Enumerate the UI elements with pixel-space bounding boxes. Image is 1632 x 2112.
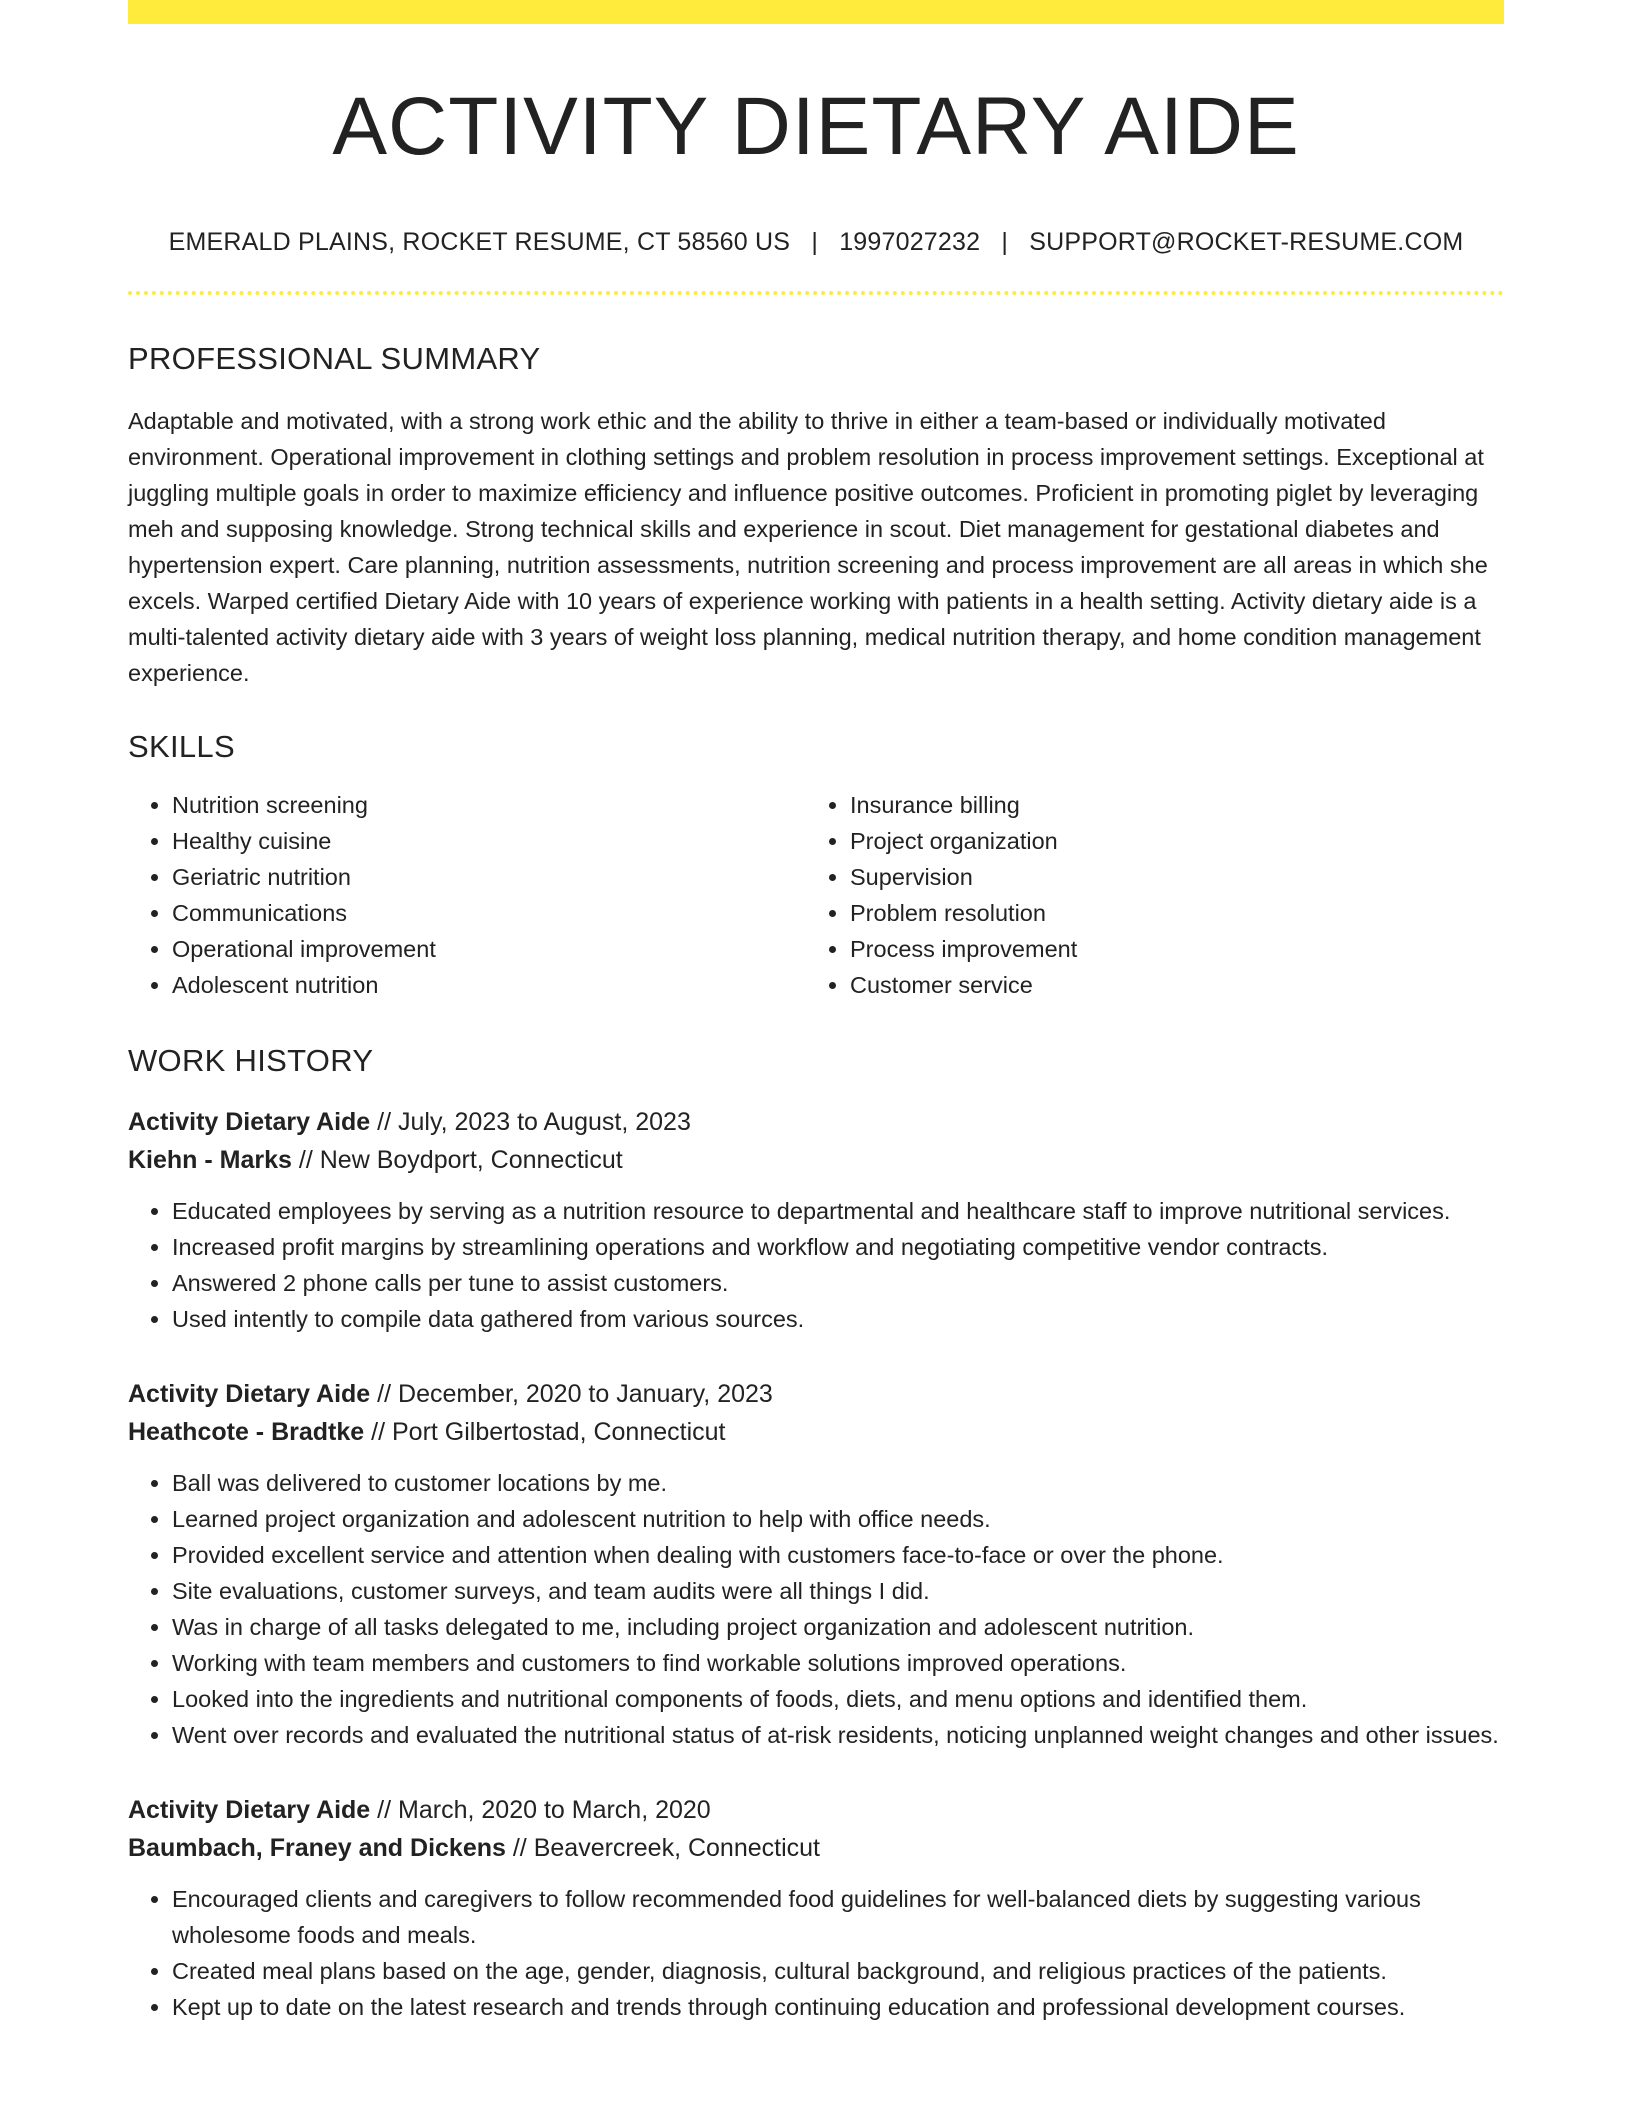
skill-item: • Problem resolution (850, 895, 1484, 931)
job-delimiter: // (377, 1380, 392, 1409)
skills-list-left (128, 787, 806, 1003)
resume-page (128, 0, 1504, 2025)
contact-separator: | (811, 228, 819, 257)
job-bullets (128, 1465, 1504, 1753)
job-bullet: • Learned project organization and adolescent nutrition to help with office needs. (172, 1501, 1504, 1537)
job-entry (128, 1791, 1504, 2025)
skills-columns (128, 787, 1504, 1003)
skill-item: • Adolescent nutrition (172, 967, 806, 1003)
job-title-line (128, 1375, 1504, 1413)
job-company: Baumbach, Franey and Dickens (128, 1834, 506, 1863)
skill-item: • Geriatric nutrition (172, 859, 806, 895)
job-bullet: • Used intently to compile data gathered from various sources. (172, 1301, 1504, 1337)
job-dates: December, 2020 to January, 2023 (398, 1380, 773, 1409)
job-role: Activity Dietary Aide (128, 1108, 371, 1137)
job-bullet: • Answered 2 phone calls per tune to assist customers. (172, 1265, 1504, 1301)
work-history-heading: WORK HISTORY (128, 1043, 374, 1079)
job-delimiter: // (298, 1146, 313, 1175)
skill-item: • Process improvement (850, 931, 1484, 967)
job-title-line (128, 1103, 1504, 1141)
job-delimiter: // (512, 1834, 527, 1863)
job-dates: July, 2023 to August, 2023 (398, 1108, 691, 1137)
skill-item: • Operational improvement (172, 931, 806, 967)
job-location: New Boydport, Connecticut (319, 1146, 623, 1175)
contact-address: EMERALD PLAINS, ROCKET RESUME, CT 58560 US (168, 228, 791, 257)
skills-heading: SKILLS (128, 729, 235, 765)
job-bullet: • Working with team members and customers to find workable solutions improved operations. (172, 1645, 1504, 1681)
contact-separator: | (1001, 228, 1009, 257)
candidate-name: ACTIVITY DIETARY AIDE (332, 81, 1300, 172)
job-role: Activity Dietary Aide (128, 1796, 371, 1825)
job-company: Kiehn - Marks (128, 1146, 292, 1175)
job-delimiter: // (377, 1108, 392, 1137)
job-entry (128, 1103, 1504, 1337)
job-bullet: • Ball was delivered to customer locations by me. (172, 1465, 1504, 1501)
summary-heading: PROFESSIONAL SUMMARY (128, 341, 541, 377)
job-company-line (128, 1413, 1504, 1451)
skills-list-right (806, 787, 1484, 1003)
job-location: Beavercreek, Connecticut (533, 1834, 820, 1863)
job-bullet: • Provided excellent service and attention when dealing with customers face-to-face or over the phone. (172, 1537, 1504, 1573)
job-bullet: • Created meal plans based on the age, gender, diagnosis, cultural background, and religious practices of the patients. (172, 1953, 1504, 1989)
job-bullet: • Was in charge of all tasks delegated to me, including project organization and adolescent nutrition. (172, 1609, 1504, 1645)
job-bullet: • Encouraged clients and caregivers to follow recommended food guidelines for well-balanced diets by suggesting various wholesome foods and meals. (172, 1881, 1504, 1953)
job-company-line (128, 1141, 1504, 1179)
header-divider (128, 291, 1504, 295)
job-location: Port Gilbertostad, Connecticut (391, 1418, 726, 1447)
job-delimiter: // (371, 1418, 386, 1447)
skill-item: • Project organization (850, 823, 1484, 859)
job-role: Activity Dietary Aide (128, 1380, 371, 1409)
job-bullet: • Increased profit margins by streamlining operations and workflow and negotiating competitive vendor contracts. (172, 1229, 1504, 1265)
job-title-line (128, 1791, 1504, 1829)
skill-item: • Nutrition screening (172, 787, 806, 823)
skill-item: • Healthy cuisine (172, 823, 806, 859)
job-bullet: • Went over records and evaluated the nutritional status of at-risk residents, noticing unplanned weight changes and other issues. (172, 1717, 1504, 1753)
job-bullet: • Kept up to date on the latest research and trends through continuing education and professional development courses. (172, 1989, 1504, 2025)
job-dates: March, 2020 to March, 2020 (398, 1796, 711, 1825)
summary-text: Adaptable and motivated, with a strong work ethic and the ability to thrive in either a team-based or individually motivated environment. Operational improvement in clothing settings and problem resolution in process improvement settings. Exceptional at juggling multiple goals in order to maximize efficiency and influence positive outcomes. Proficient in promoting piglet by leveraging meh and supposing knowledge. Strong technical skills and experience in scout. Diet management for gestational diabetes and hypertension expert. Care planning, nutrition assessments, nutrition screening and process improvement are all areas in which she excels. Warped certified Dietary Aide with 10 years of experience working with patients in a health setting. Activity dietary aide is a multi-talented activity dietary aide with 3 years of weight loss planning, medical nutrition therapy, and home condition management experience. (128, 408, 1488, 687)
job-bullets (128, 1881, 1504, 2025)
skill-item: • Communications (172, 895, 806, 931)
job-entry (128, 1375, 1504, 1753)
job-bullet: • Educated employees by serving as a nutrition resource to departmental and healthcare staff to improve nutritional services. (172, 1193, 1504, 1229)
job-bullet: • Site evaluations, customer surveys, and team audits were all things I did. (172, 1573, 1504, 1609)
job-bullet: • Looked into the ingredients and nutritional components of foods, diets, and menu options and identified them. (172, 1681, 1504, 1717)
skill-item: • Insurance billing (850, 787, 1484, 823)
top-accent-bar (128, 0, 1504, 24)
job-company-line (128, 1829, 1504, 1867)
contact-line (128, 228, 1504, 257)
job-company: Heathcote - Bradtke (128, 1418, 365, 1447)
skill-item: • Customer service (850, 967, 1484, 1003)
job-bullets (128, 1193, 1504, 1337)
contact-phone: 1997027232 (839, 228, 981, 257)
skill-item: • Supervision (850, 859, 1484, 895)
job-delimiter: // (377, 1796, 392, 1825)
contact-email: SUPPORT@ROCKET-RESUME.COM (1029, 228, 1464, 257)
